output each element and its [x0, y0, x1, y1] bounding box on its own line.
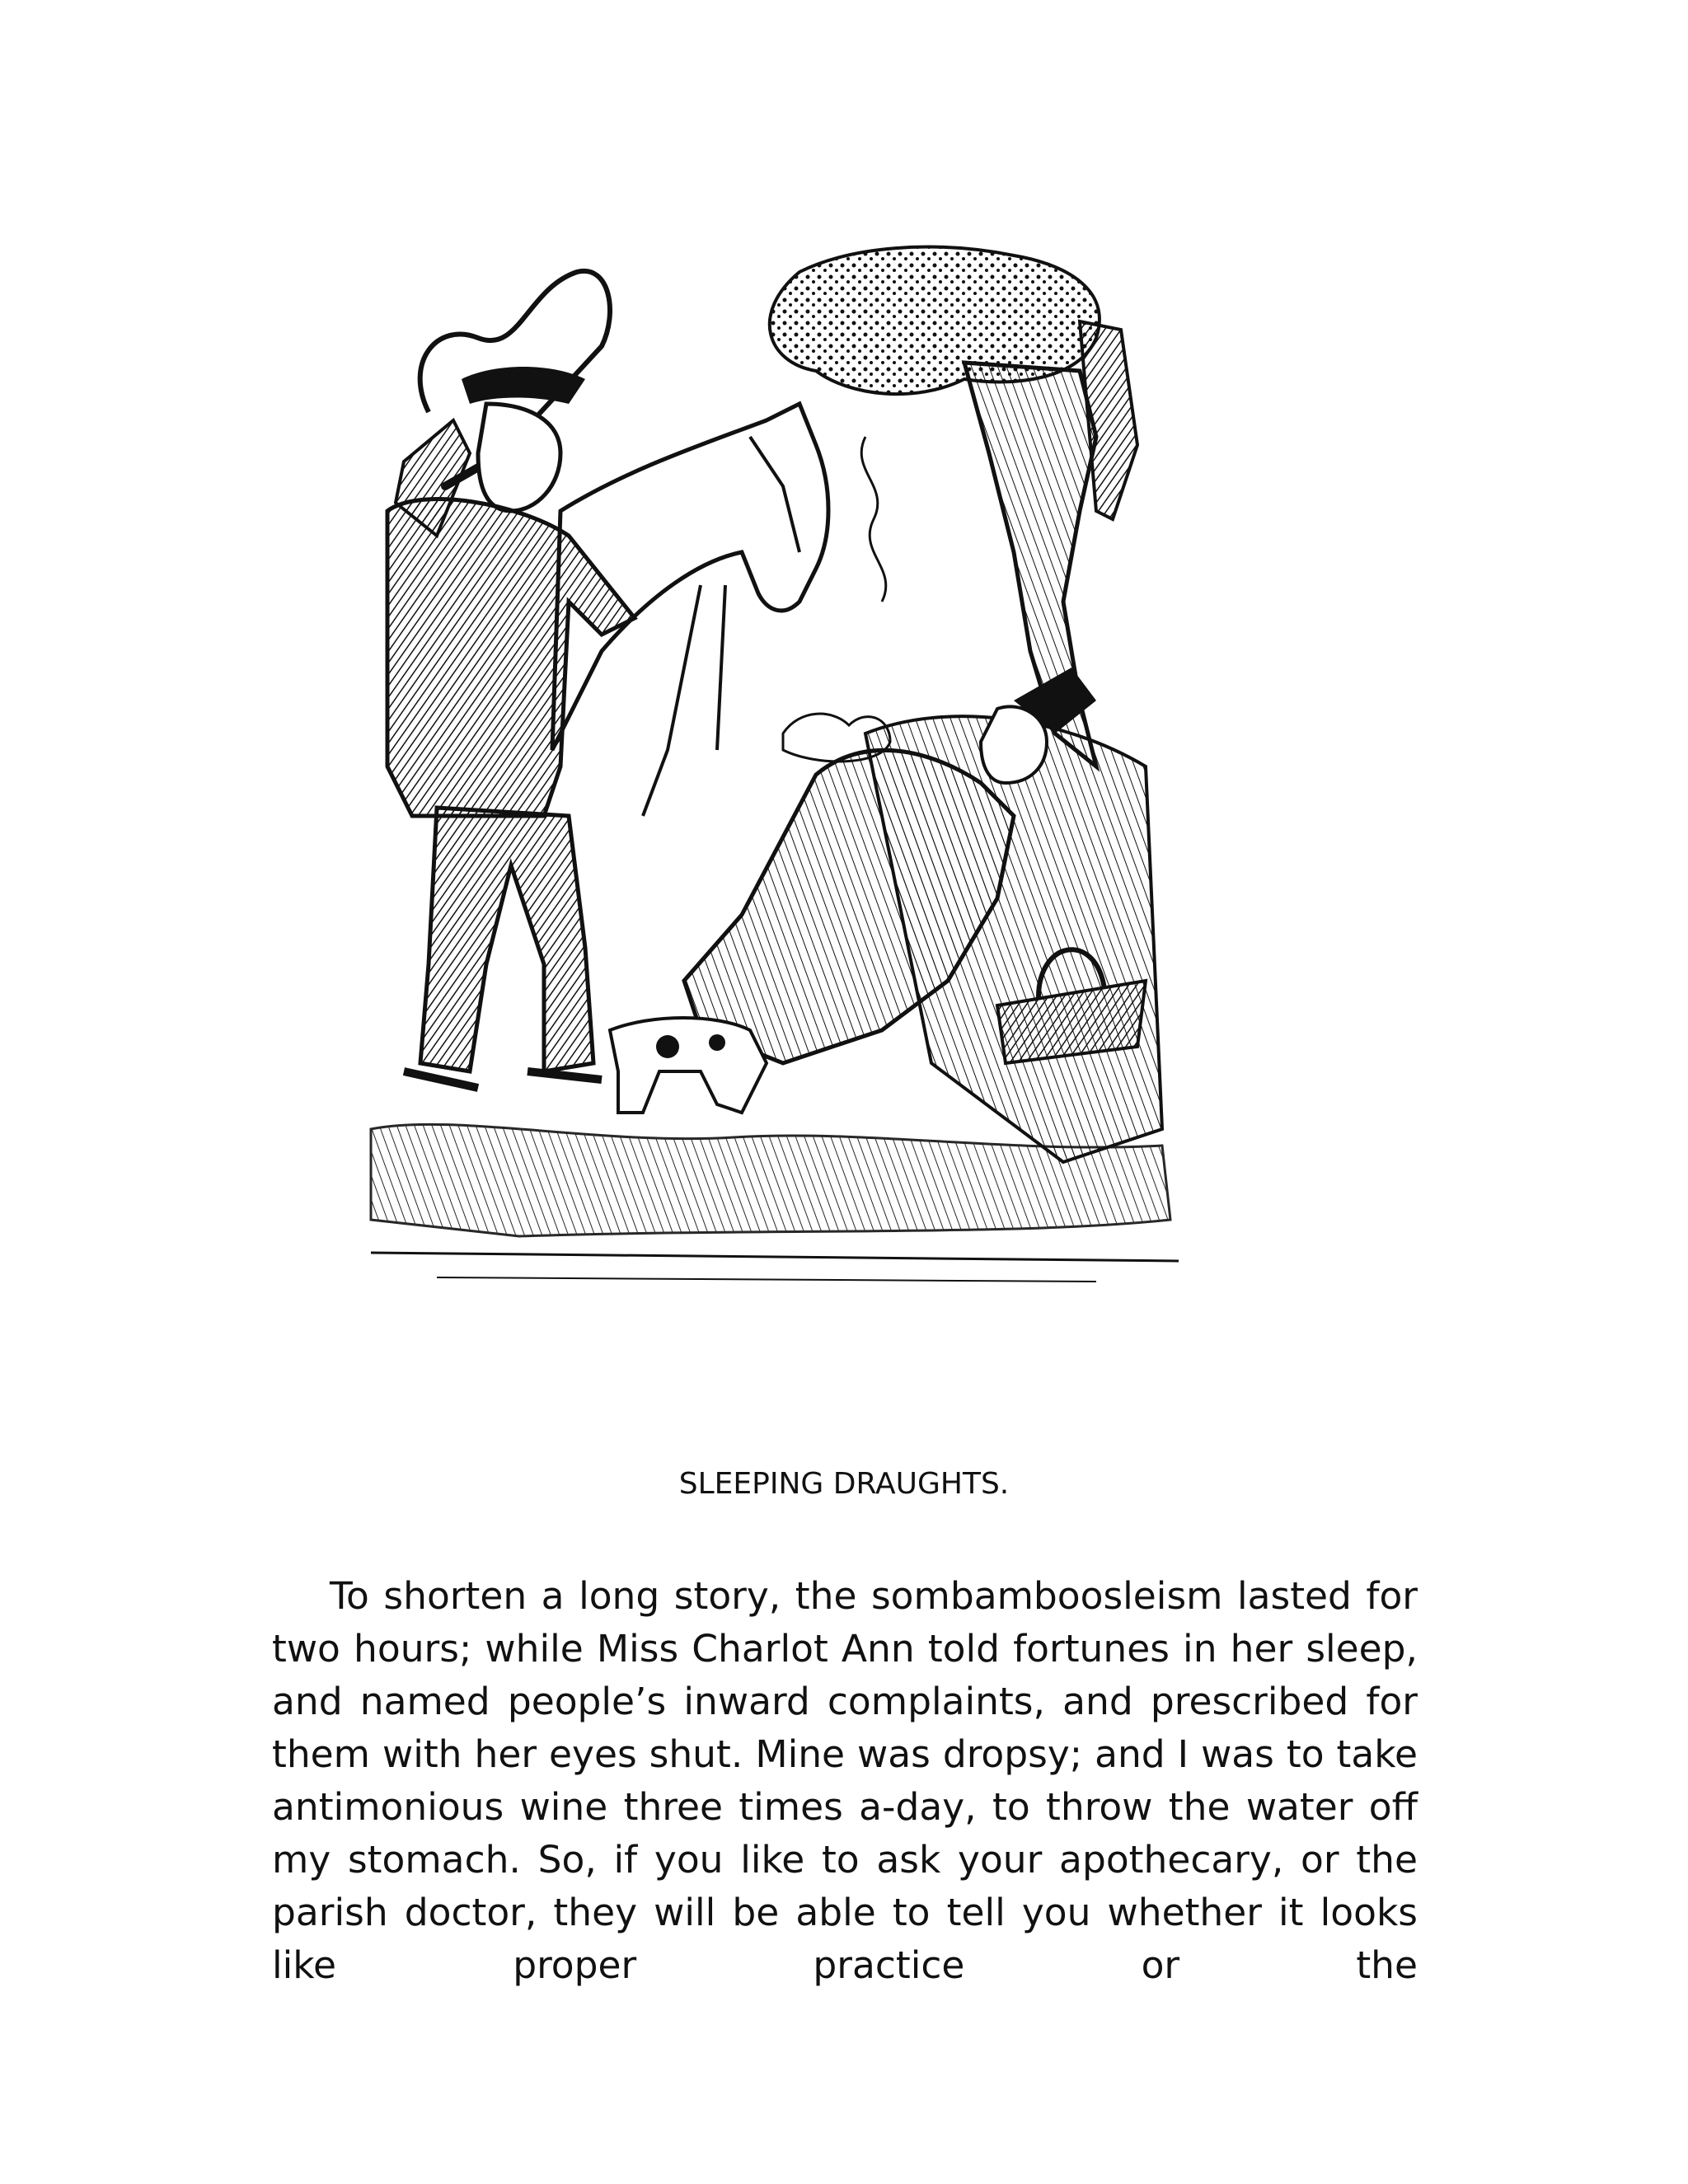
body-text	[272, 1570, 1418, 1992]
paragraph: To shorten a long story, the sombamboosleism lasted for two hours; while Miss Charlot Ann told fortunes in her sleep, and named people’s inward complaints, and prescribed for them with her eyes shut. Mine was dropsy; and I was to take antimonious wine three times a-day, to throw the water off my stomach. So, if you like to ask your apothecary, or the parish doctor, they will be able to tell you whether it looks like proper practice or the	[272, 1574, 1418, 1987]
engraving-illustration	[354, 239, 1311, 1418]
figure-caption: SLEEPING DRAUGHTS.	[678, 1467, 1010, 1501]
engraving-icon	[354, 239, 1311, 1418]
